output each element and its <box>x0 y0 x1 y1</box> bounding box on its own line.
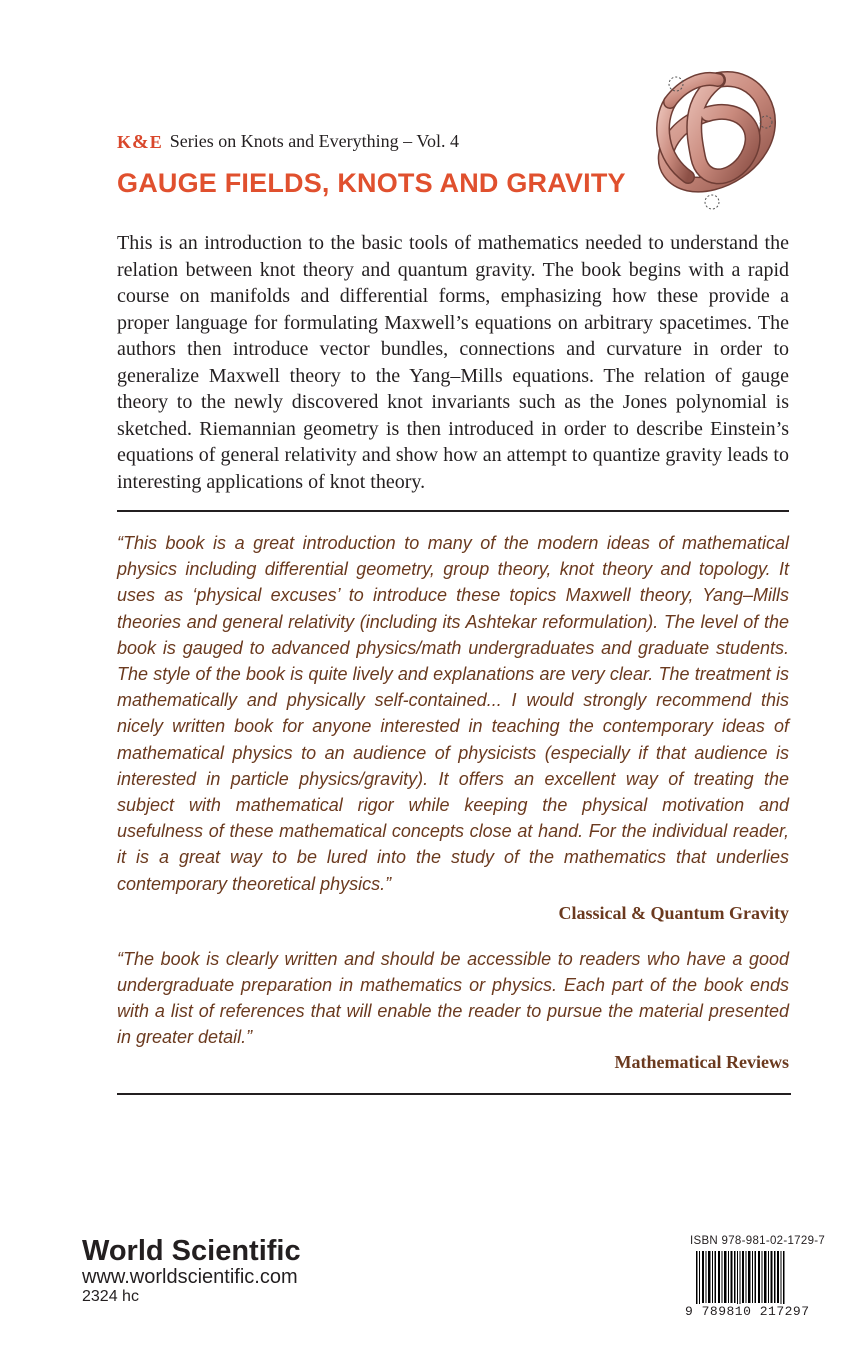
divider-bottom <box>117 1093 791 1095</box>
publisher-website: www.worldscientific.com <box>82 1266 298 1288</box>
review-quote-2: “The book is clearly written and should be accessible to readers who have a good undergraduate preparation in mathematics or physics. Each part of the book ends with a list of references that will enable the reader to pursue the material presented in greater detail.” <box>117 949 789 1047</box>
publisher-code: 2324 hc <box>82 1288 139 1305</box>
publisher-name: World Scientific <box>82 1235 301 1267</box>
series-text: Series on Knots and Everything – Vol. 4 <box>169 131 460 151</box>
series-line <box>117 131 459 152</box>
knot-torus-icon <box>648 62 788 212</box>
isbn-label: ISBN 978-981-02-1729-7 <box>690 1235 826 1247</box>
book-description: This is an introduction to the basic tools of mathematics needed to understand the relation between knot theory and quantum gravity. The book begins with a rapid course on manifolds and differential forms, emphasizing how these provide a proper language for formulating Maxwell’s equations on arbitrary spacetimes. The authors then introduce vector bundles, connections and curvature in order to generalize Maxwell theory to the Yang–Mills equations. The relation of gauge theory to the newly discovered knot invariants such as the Jones polynomial is sketched. Riemannian geometry is then introduced in order to describe Einstein’s equations of general relativity and show how an attempt to quantize gravity leads to interesting applications of knot theory. <box>117 232 789 493</box>
review-source-1: Classical & Quantum Gravity <box>558 903 789 923</box>
series-logo: K & E <box>117 130 162 153</box>
review-quote-1: “This book is a great introduction to many of the modern ideas of mathematical physics including differential geometry, group theory, knot theory and topology. It uses as ‘physical excuses’ to introduce these topics Maxwell theory, Yang–Mills theories and general relativity (including its Ashtekar reformulation). The level of the book is gauged to advanced physics/math undergraduates and graduate students. The style of the book is quite lively and explanations are very clear. The treatment is mathematically and physically self-contained... I would strongly recommend this nicely written book for anyone interested in teaching the contemporary ideas of mathematical physics to an audience of physicists (especially if that audience is interested in particle physics/gravity). It offers an excellent way of treating the subject with mathematical rigor while keeping the physical motivation and usefulness of these mathematical concepts close at hand. For the individual reader, it is a great way to be lured into the study of the mathematics that underlies contemporary theoretical physics.” <box>117 533 789 894</box>
book-title: GAUGE FIELDS, KNOTS AND GRAVITY <box>117 168 626 198</box>
barcode-digits: 9 789810 217297 <box>685 1304 810 1319</box>
review-source-2: Mathematical Reviews <box>614 1052 789 1072</box>
divider-top <box>117 510 789 512</box>
